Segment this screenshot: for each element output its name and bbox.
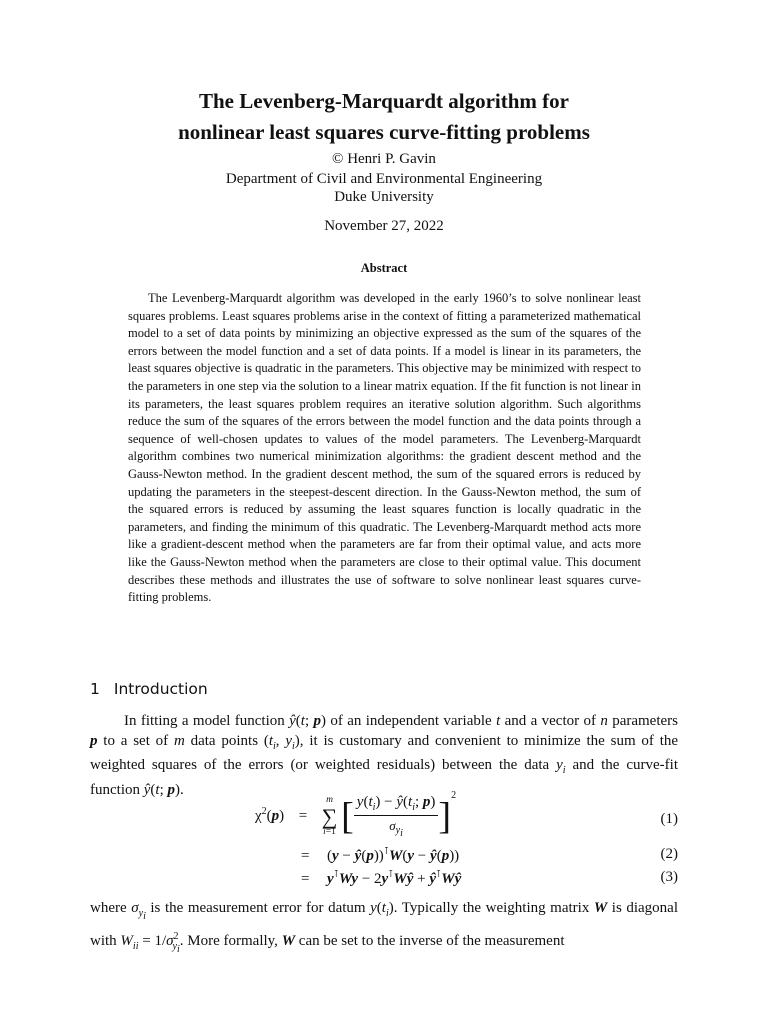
- equation-number-2: (2): [660, 846, 678, 862]
- title-line-2: nonlinear least squares curve-fitting problems: [178, 120, 590, 144]
- title-line-1: The Levenberg-Marquardt algorithm for: [199, 89, 569, 113]
- equation-1: $\chi^2(p)$ = m ∑ i=1 [ $\frac{y(t_i) - ŷ(t_i; p)}{\sigma_{y_i}}$ ]$^2$: [255, 790, 457, 840]
- after-equation-paragraph: where $\sigma_{y_i}$ is the measurement error for datum $y(t_i)$. Typically the weighting matrix W is diagonal with $W_{ii} = 1/\sigma^2_{y_i}$. More formally, W can be set to the inverse of the measurement: [90, 900, 678, 955]
- intro-paragraph: In fitting a model function ŷ(t; p) of an independent variable t and a vector of n parameters p to a set of m data points ($t_i$, $y_i$), it is customary and convenient to minimize the sum of the weighted squares of the errors (or weighted residuals) between the data $y_i$ and the curve-fit function ŷ(t; p).: [90, 713, 679, 798]
- author: © Henri P. Gavin: [332, 151, 436, 167]
- university: Duke University: [334, 189, 434, 205]
- section-heading: [90, 680, 208, 698]
- equation-number-1: (1): [660, 811, 678, 827]
- section-number: 1: [90, 680, 100, 698]
- equation-3: = y⊺Wy − 2y⊺Wŷ + ŷ⊺Wŷ: [301, 869, 462, 887]
- abstract-text: The Levenberg-Marquardt algorithm was developed in the early 1960’s to solve nonlinear least squares problems. Least squares problems arise in the context of fitting a parameterized mathematical model to a set of data points by minimizing an objective expressed as the sum of the squares of the errors between the model function and a set of data points. If a model is linear in its parameters, the least squares objective is quadratic in the parameters. This objective may be minimized with respect to the parameters in one step via the solution to a linear matrix equation. If the fit function is not linear in its parameters, the least squares problem requires an iterative solution algorithm. Such algorithms reduce the sum of the squares of the errors between the model function and the data points through a sequence of well-chosen updates to values of the model parameters. The Levenberg-Marquardt algorithm combines two numerical minimization algorithms: the gradient descent method and the Gauss-Newton method. In the gradient descent method, the sum of the squared errors is reduced by updating the parameters in the steepest-descent direction. In the Gauss-Newton method, the sum of the squared errors is reduced by assuming the least squares function is locally quadratic in the parameters, and finding the minimum of this quadratic. The Levenberg-Marquardt method acts more like a gradient-descent method when the parameters are far from their optimal value, and acts more like the Gauss-Newton method when the parameters are close to their optimal value. This document describes these methods and illustrates the use of software to solve nonlinear least squares curve-fitting problems.: [128, 291, 641, 605]
- date: November 27, 2022: [324, 218, 444, 234]
- department: Department of Civil and Environmental Engineering: [225, 171, 543, 187]
- paper-title: [0, 86, 768, 148]
- abstract-heading: Abstract: [360, 261, 408, 275]
- equation-number-3: (3): [660, 869, 678, 885]
- equation-2: = (y − ŷ(p))⊺W(y − ŷ(p)): [301, 846, 460, 864]
- section-title: Introduction: [113, 680, 208, 698]
